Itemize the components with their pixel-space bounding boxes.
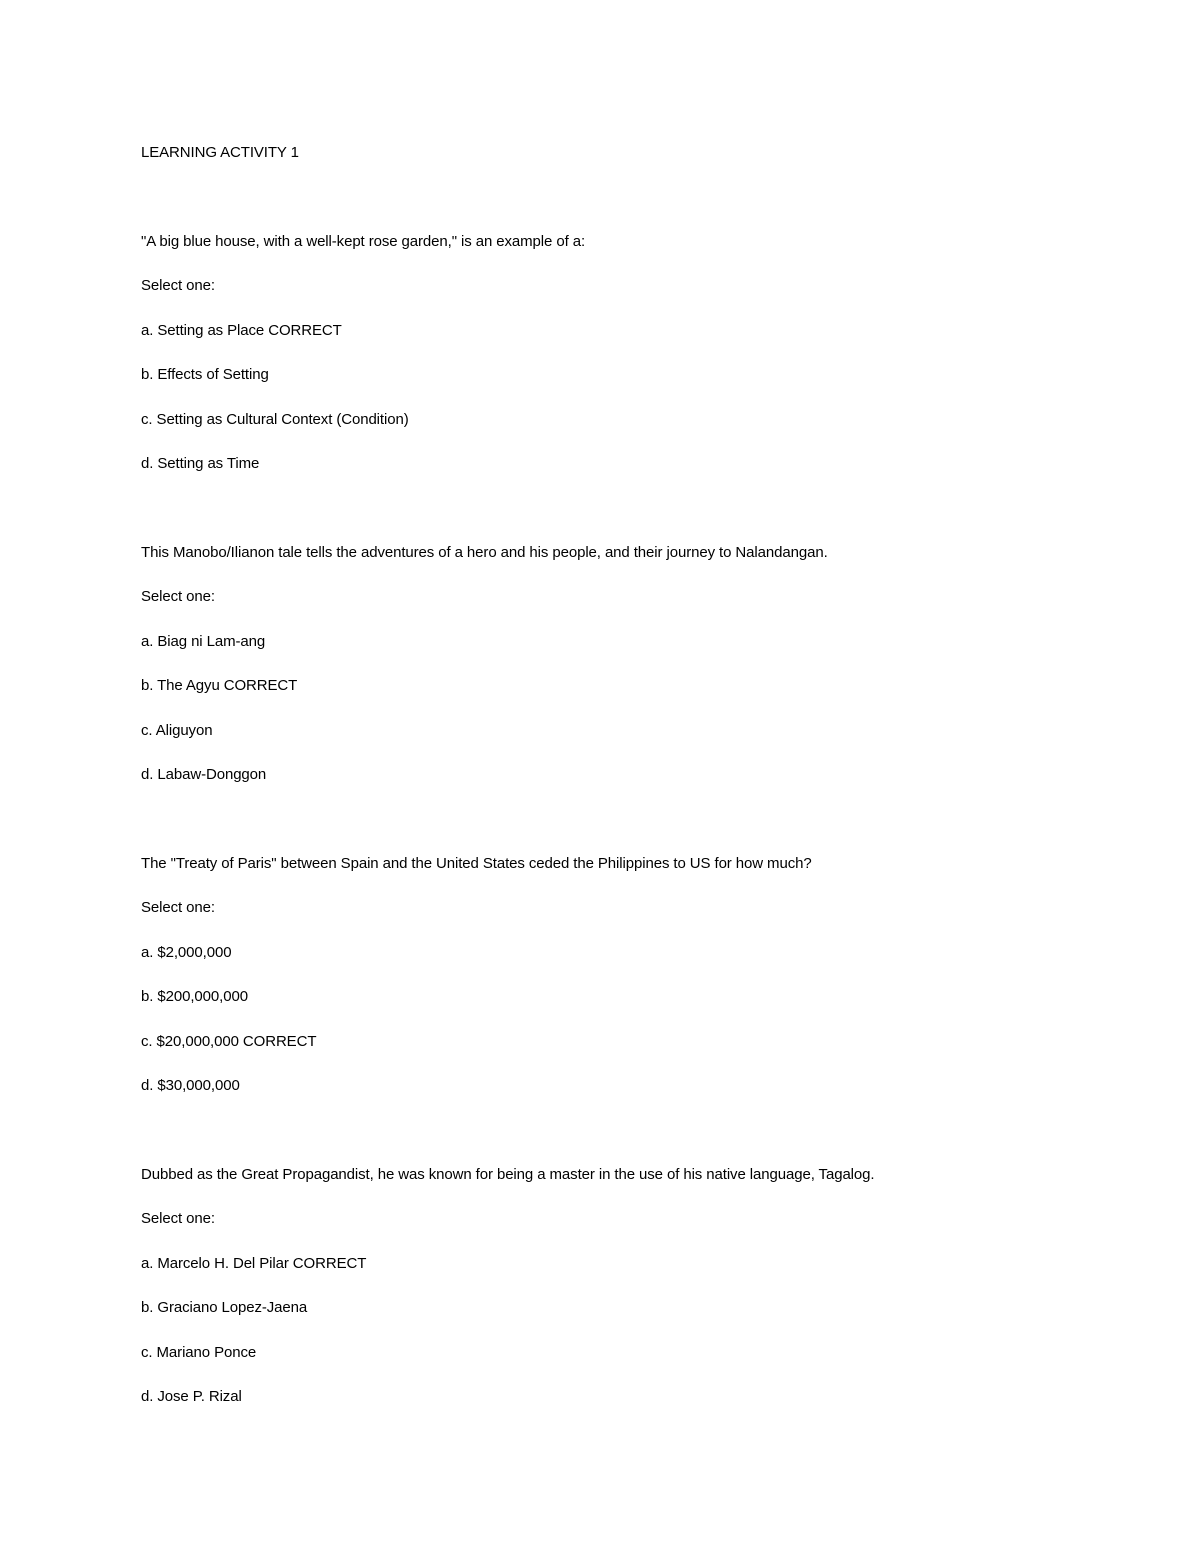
question-1-option-d: d. Setting as Time (141, 455, 260, 472)
question-1-option-c: c. Setting as Cultural Context (Condition) (141, 411, 409, 428)
question-3-instruction: Select one: (141, 899, 215, 916)
question-1-option-a: a. Setting as Place CORRECT (141, 322, 342, 339)
question-1-instruction: Select one: (141, 277, 215, 294)
question-3-option-b: b. $200,000,000 (141, 988, 248, 1005)
question-2-option-a: a. Biag ni Lam-ang (141, 633, 266, 650)
question-3-option-c: c. $20,000,000 CORRECT (141, 1033, 317, 1050)
question-4-option-d: d. Jose P. Rizal (141, 1388, 242, 1405)
question-2-prompt: This Manobo/Ilianon tale tells the adventures of a hero and his people, and their journey to Nalandangan. (141, 544, 828, 561)
question-4-instruction: Select one: (141, 1210, 215, 1227)
question-2-option-b: b. The Agyu CORRECT (141, 677, 298, 694)
question-4-option-c: c. Mariano Ponce (141, 1344, 257, 1361)
question-2-option-c: c. Aliguyon (141, 722, 213, 739)
document-heading: LEARNING ACTIVITY 1 (141, 144, 299, 161)
question-3-prompt: The "Treaty of Paris" between Spain and the United States ceded the Philippines to US for how much? (141, 855, 812, 872)
question-2-option-d: d. Labaw-Donggon (141, 766, 267, 783)
question-1-prompt: "A big blue house, with a well-kept rose garden," is an example of a: (141, 233, 586, 250)
question-1-option-b: b. Effects of Setting (141, 366, 269, 383)
question-4-option-a: a. Marcelo H. Del Pilar CORRECT (141, 1255, 367, 1272)
question-3-option-d: d. $30,000,000 (141, 1077, 240, 1094)
question-4-option-b: b. Graciano Lopez-Jaena (141, 1299, 308, 1316)
question-4-prompt: Dubbed as the Great Propagandist, he was known for being a master in the use of his native language, Tagalog. (141, 1166, 875, 1183)
question-2-instruction: Select one: (141, 588, 215, 605)
question-3-option-a: a. $2,000,000 (141, 944, 232, 961)
